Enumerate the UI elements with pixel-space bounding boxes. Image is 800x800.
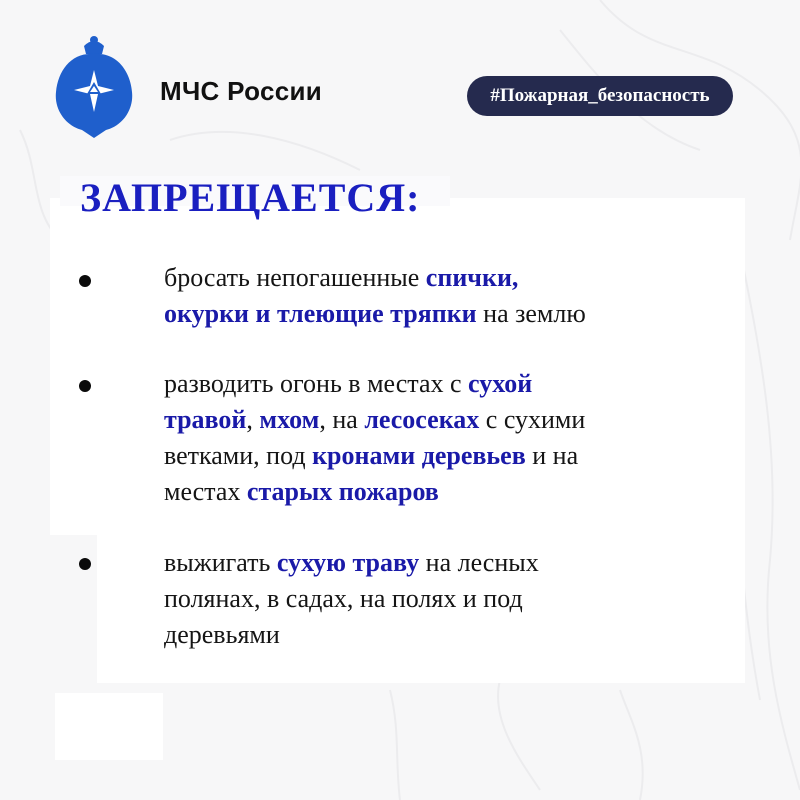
- plain-text: на землю: [476, 299, 586, 328]
- plain-text: ,: [246, 405, 260, 434]
- page-title: ЗАПРЕЩАЕТСЯ:: [80, 175, 421, 220]
- highlighted-text: травой: [164, 405, 247, 434]
- emercom-emblem-icon: [52, 30, 136, 140]
- bullet-icon: [79, 275, 91, 287]
- bullet-icon: [79, 558, 91, 570]
- org-name: МЧС России: [160, 76, 323, 106]
- plain-text: и на: [525, 441, 579, 470]
- highlighted-text: сухую траву: [276, 548, 420, 577]
- highlighted-text: лесосеках: [364, 405, 480, 434]
- plain-text: полянах, в садах, на полях и под: [164, 584, 523, 613]
- highlighted-text: окурки и тлеющие тряпки: [164, 299, 477, 328]
- plain-text: на лесных: [419, 548, 539, 577]
- highlighted-text: спички,: [425, 263, 519, 292]
- highlighted-text: старых пожаров: [246, 477, 439, 506]
- corner-square: [55, 693, 163, 760]
- plain-text: , на: [319, 405, 365, 434]
- plain-text: бросать непогашенные: [164, 263, 426, 292]
- plain-text: с сухими: [479, 405, 586, 434]
- highlighted-text: сухой: [468, 369, 533, 398]
- plain-text: местах: [164, 477, 247, 506]
- plain-text: деревьями: [164, 620, 280, 649]
- plain-text: разводить огонь в местах с: [164, 369, 469, 398]
- hashtag-badge[interactable]: #Пожарная_безопасность: [467, 76, 733, 116]
- list-item-text: [164, 366, 585, 510]
- list-item-text: [164, 545, 539, 653]
- highlighted-text: кронами деревьев: [312, 441, 526, 470]
- plain-text: выжигать: [164, 548, 277, 577]
- list-item-text: [164, 260, 586, 332]
- plain-text: ветками, под: [164, 441, 313, 470]
- bullet-icon: [79, 380, 91, 392]
- highlighted-text: мхом: [259, 405, 320, 434]
